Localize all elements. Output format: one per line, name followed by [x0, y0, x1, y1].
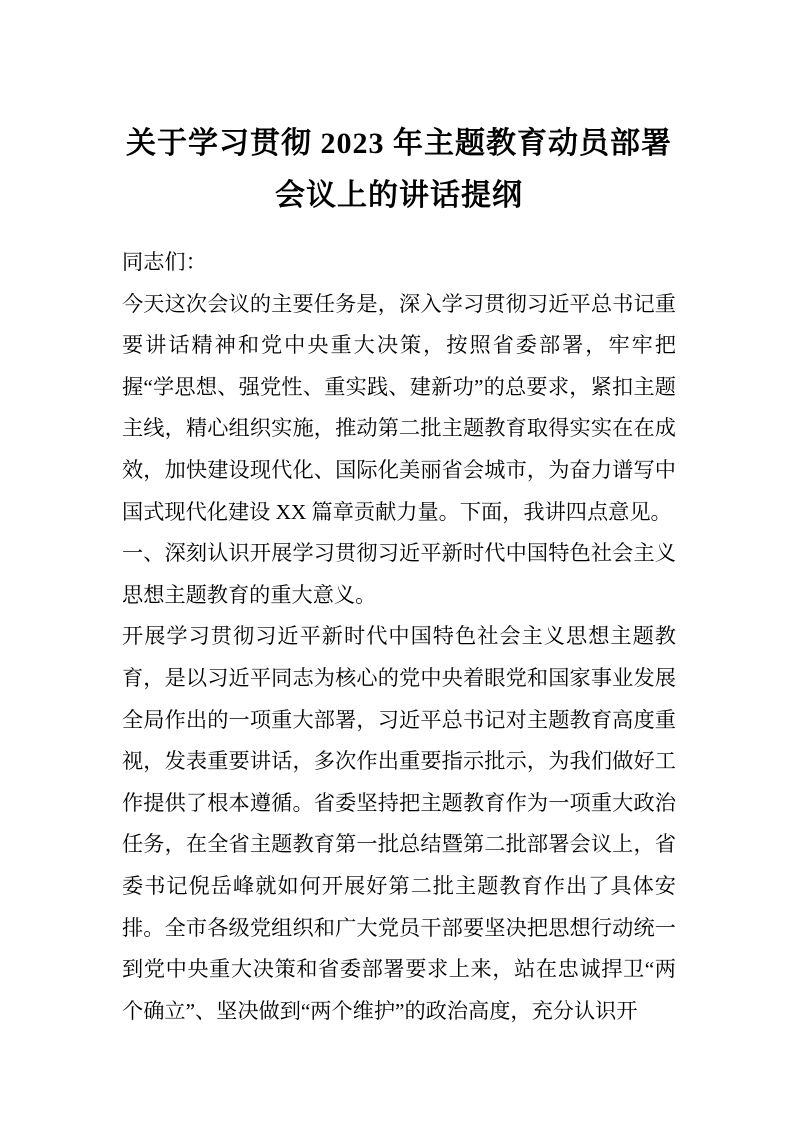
document-title: 关于学习贯彻 2023 年主题教育动员部署会议上的讲话提纲 [126, 127, 672, 212]
paragraph: 今天这次会议的主要任务是，深入学习贯彻习近平总书记重要讲话精神和党中央重大决策，按照省委部署，牢牢把握“学思想、强党性、重实践、建新功”的总要求，紧扣主题主线，精心组织实施，推动第二批主题教育取得实实在在成效，加快建设现代化、国际化美丽省会城市，为奋力谱写中国式现代化建设 XX 篇章贡献力量。下面，我讲四点意见。 [122, 291, 676, 524]
paragraph: 一、深刻认识开展学习贯彻习近平新时代中国特色社会主义思想主题教育的重大意义。 [122, 541, 676, 607]
paragraph: 开展学习贯彻习近平新时代中国特色社会主义思想主题教育，是以习近平同志为核心的党中央着眼党和国家事业发展全局作出的一项重大部署，习近平总书记对主题教育高度重视，发表重要讲话，多次作出重要指示批示，为我们做好工作提供了根本遵循。省委坚持把主题教育作为一项重大政治任务，在全省主题教育第一批总结暨第二批部署会议上，省委书记倪岳峰就如何开展好第二批主题教育作出了具体安排。全市各级党组织和广大党员干部要坚决把思想行动统一到党中央重大决策和省委部署要求上来，站在忠诚捍卫“两个确立”、坚决做到“两个维护”的政治高度，充分认识开 [122, 624, 676, 1023]
paragraph: 同志们： [122, 250, 207, 274]
document-body [122, 242, 676, 1032]
